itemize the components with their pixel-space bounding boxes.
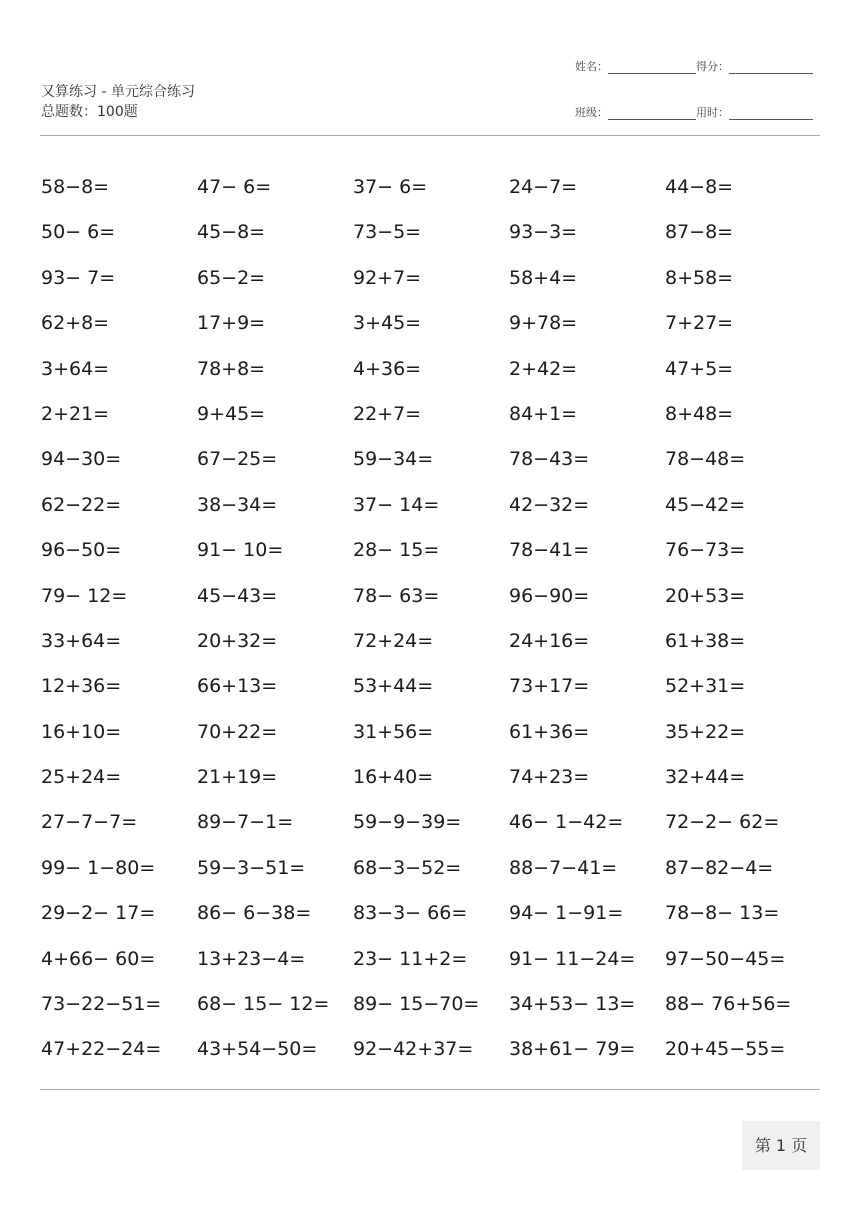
math-problem: 59−9−39= xyxy=(353,811,462,834)
math-problem: 93−3= xyxy=(509,221,578,244)
math-problem: 12+36= xyxy=(41,675,122,698)
math-problem: 45−8= xyxy=(197,221,266,244)
page-number: 第 1 页 xyxy=(742,1121,820,1170)
math-problem: 99− 1−80= xyxy=(41,856,156,879)
math-problem: 97−50−45= xyxy=(665,947,786,970)
math-problem: 44−8= xyxy=(665,176,734,198)
time-label: 用时： xyxy=(696,106,729,119)
math-problem: 88−7−41= xyxy=(509,856,618,879)
math-problem: 91− 11−24= xyxy=(509,947,636,970)
math-problem: 20+32= xyxy=(197,629,278,652)
total-problems-label: 总题数：100题 xyxy=(41,104,138,120)
math-problem: 68− 15− 12= xyxy=(197,993,330,1016)
math-problem: 89−7−1= xyxy=(197,811,294,834)
math-problem: 94− 1−91= xyxy=(509,902,624,925)
class-blank xyxy=(608,107,696,120)
math-problem: 76−73= xyxy=(665,539,746,562)
math-problem: 47− 6= xyxy=(197,176,272,198)
math-problem: 66+13= xyxy=(197,675,278,698)
math-problem: 45−43= xyxy=(197,584,278,607)
math-problem: 47+5= xyxy=(665,357,734,380)
math-problem: 87−82−4= xyxy=(665,856,774,879)
math-problem: 9+45= xyxy=(197,402,266,425)
math-problem: 78− 63= xyxy=(353,584,440,607)
math-problem: 78+8= xyxy=(197,357,266,380)
math-problem: 21+19= xyxy=(197,766,278,789)
math-problem: 78−48= xyxy=(665,448,746,471)
math-problem: 52+31= xyxy=(665,675,746,698)
class-label: 班级： xyxy=(575,106,608,119)
math-problem: 46− 1−42= xyxy=(509,811,624,834)
math-problem: 37− 14= xyxy=(353,493,440,516)
math-problem: 45−42= xyxy=(665,493,746,516)
math-problem: 86− 6−38= xyxy=(197,902,312,925)
name-score-row xyxy=(575,58,813,74)
math-problem: 9+78= xyxy=(509,312,578,335)
score-blank xyxy=(729,61,813,74)
math-problem: 16+10= xyxy=(41,720,122,743)
math-problem: 13+23−4= xyxy=(197,947,306,970)
math-problem: 38+61− 79= xyxy=(509,1038,636,1061)
time-blank xyxy=(729,107,813,120)
math-problem: 3+45= xyxy=(353,312,422,335)
math-problem: 84+1= xyxy=(509,402,578,425)
math-problem: 78−8− 13= xyxy=(665,902,780,925)
worksheet-header xyxy=(41,82,195,122)
math-problem: 23− 11+2= xyxy=(353,947,468,970)
math-problem: 62+8= xyxy=(41,312,110,335)
math-problem: 91− 10= xyxy=(197,539,284,562)
math-problem: 96−90= xyxy=(509,584,590,607)
math-problem: 79− 12= xyxy=(41,584,128,607)
math-problem: 31+56= xyxy=(353,720,434,743)
math-problem: 61+38= xyxy=(665,629,746,652)
math-problem: 83−3− 66= xyxy=(353,902,468,925)
math-problem: 59−34= xyxy=(353,448,434,471)
math-problem: 8+48= xyxy=(665,402,734,425)
math-problem: 61+36= xyxy=(509,720,590,743)
math-problem: 2+21= xyxy=(41,402,110,425)
math-problem: 17+9= xyxy=(197,312,266,335)
math-problem: 65−2= xyxy=(197,266,266,289)
math-problem: 38−34= xyxy=(197,493,278,516)
math-problem: 92+7= xyxy=(353,266,422,289)
name-blank xyxy=(608,61,696,74)
math-problem: 8+58= xyxy=(665,266,734,289)
math-problem: 4+66− 60= xyxy=(41,947,156,970)
math-problem: 58−8= xyxy=(41,176,110,198)
math-problem: 47+22−24= xyxy=(41,1038,162,1061)
math-problem: 3+64= xyxy=(41,357,110,380)
name-label: 姓名： xyxy=(575,60,608,73)
score-label: 得分： xyxy=(696,60,729,73)
math-problem: 72−2− 62= xyxy=(665,811,780,834)
math-problem: 20+53= xyxy=(665,584,746,607)
math-problem: 78−43= xyxy=(509,448,590,471)
math-problem: 42−32= xyxy=(509,493,590,516)
math-problem: 73−22−51= xyxy=(41,993,162,1016)
math-problem: 37− 6= xyxy=(353,176,428,198)
class-time-row xyxy=(575,104,813,120)
math-problem: 70+22= xyxy=(197,720,278,743)
math-problem: 20+45−55= xyxy=(665,1038,786,1061)
math-problem: 73+17= xyxy=(509,675,590,698)
math-problem: 2+42= xyxy=(509,357,578,380)
math-problem: 59−3−51= xyxy=(197,856,306,879)
footer-divider xyxy=(40,1089,820,1090)
math-problem: 32+44= xyxy=(665,766,746,789)
math-problem: 22+7= xyxy=(353,402,422,425)
math-problem: 92−42+37= xyxy=(353,1038,474,1061)
problem-grid xyxy=(41,165,821,1073)
math-problem: 50− 6= xyxy=(41,221,116,244)
math-problem: 53+44= xyxy=(353,675,434,698)
math-problem: 34+53− 13= xyxy=(509,993,636,1016)
math-problem: 67−25= xyxy=(197,448,278,471)
math-problem: 58+4= xyxy=(509,266,578,289)
math-problem: 72+24= xyxy=(353,629,434,652)
math-problem: 29−2− 17= xyxy=(41,902,156,925)
math-problem: 24−7= xyxy=(509,176,578,198)
math-problem: 27−7−7= xyxy=(41,811,138,834)
math-problem: 94−30= xyxy=(41,448,122,471)
math-problem: 78−41= xyxy=(509,539,590,562)
math-problem: 73−5= xyxy=(353,221,422,244)
worksheet-title: 又算练习 - 单元综合练习 xyxy=(41,84,195,100)
math-problem: 4+36= xyxy=(353,357,422,380)
math-problem: 28− 15= xyxy=(353,539,440,562)
math-problem: 16+40= xyxy=(353,766,434,789)
math-problem: 62−22= xyxy=(41,493,122,516)
math-problem: 96−50= xyxy=(41,539,122,562)
math-problem: 33+64= xyxy=(41,629,122,652)
math-problem: 74+23= xyxy=(509,766,590,789)
math-problem: 93− 7= xyxy=(41,266,116,289)
math-problem: 7+27= xyxy=(665,312,734,335)
math-problem: 24+16= xyxy=(509,629,590,652)
math-problem: 35+22= xyxy=(665,720,746,743)
math-problem: 43+54−50= xyxy=(197,1038,318,1061)
math-problem: 68−3−52= xyxy=(353,856,462,879)
math-problem: 89− 15−70= xyxy=(353,993,480,1016)
math-problem: 87−8= xyxy=(665,221,734,244)
header-divider xyxy=(40,135,820,136)
math-problem: 25+24= xyxy=(41,766,122,789)
math-problem: 88− 76+56= xyxy=(665,993,792,1016)
